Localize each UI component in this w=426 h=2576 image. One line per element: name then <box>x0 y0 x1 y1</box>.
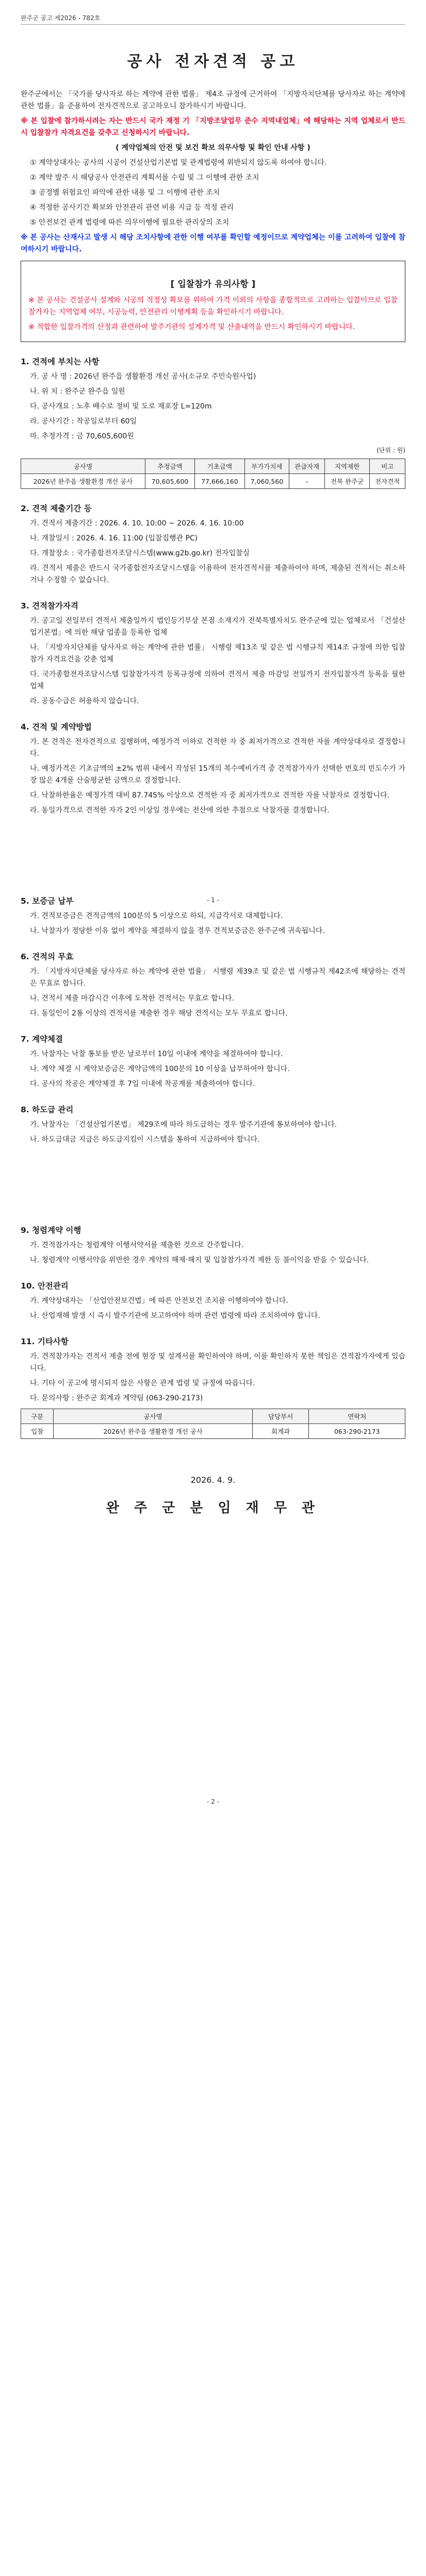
section-4 <box>21 721 405 817</box>
section-line: 가. 견적보증금은 견적금액의 100분의 5 이상으로 하되, 지급각서로 대체합니다. <box>30 912 283 920</box>
section-line: 나. 하도급대금 지급은 하도급지킴이 시스템을 통하여 지급하여야 합니다. <box>30 1136 260 1144</box>
table-header: 추정금액 <box>145 459 194 474</box>
section-line: 라. 견적서 제출은 반드시 국가종합전자조달시스템을 이용하여 전자견적서를 제출하여야 하며, 제출된 견적서는 취소하거나 수정할 수 없습니다. <box>30 564 405 584</box>
section-line: 가. 낙찰자는 낙찰 통보를 받은 날로부터 10일 이내에 계약을 체결하여야 합니다. <box>30 1050 283 1058</box>
section-1 <box>21 355 405 443</box>
table-row <box>21 474 405 489</box>
section-line: 다. 개찰장소 : 국가종합전자조달시스템(www.g2b.go.kr) 전자입찰실 <box>30 549 250 557</box>
table-header: 지역제한 <box>324 459 370 474</box>
notice-line: ※ 본 공사는 건설공사 설계와 시공의 적정성 확보를 위하여 가격 이외의 사항을 종합적으로 고려하는 입찰이므로 입찰 참가자는 지역업체 여부, 시공능력, 안전관리 이행계획 등을 확인하시기 바랍니다. <box>28 296 398 316</box>
notice-line: ※ 적합한 입찰가격의 산정과 관련하여 발주기관의 설계가격 및 산출내역을 반드시 확인하시기 바랍니다. <box>28 323 355 331</box>
table-cell: 2026년 완주읍 생활환경 개선 공사 <box>21 474 145 489</box>
section-line: 다. 공사의 착공은 계약체결 후 7일 이내에 착공계를 제출하여야 합니다. <box>30 1080 255 1088</box>
section-title: 11. 기타사항 <box>21 1337 69 1346</box>
section-line: 다. 국가종합전자조달시스템 입찰참가자격 등록규정에 의하여 견적서 제출 마감일 전일까지 전자입찰자격 등록을 필한 업체 <box>30 670 405 690</box>
section-line: 라. 공사기간 : 착공일로부터 60일 <box>30 417 137 426</box>
section-2 <box>21 502 405 586</box>
section-line: 라. 동일가격으로 견적한 자가 2인 이상일 경우에는 전산에 의한 추첨으로 낙찰자를 결정합니다. <box>30 806 330 815</box>
section-line: 나. 청렴계약 이행서약을 위반한 경우 계약의 해제·해지 및 입찰참가자격 제한 등 불이익을 받을 수 있습니다. <box>30 1256 369 1264</box>
section-6 <box>21 951 405 1020</box>
table-cell: 전자견적 <box>370 474 405 489</box>
table-cell: 7,060,560 <box>244 474 289 489</box>
notice-date: 2026. 4. 9. <box>190 1475 236 1485</box>
page-number: - 1 - <box>207 896 219 904</box>
section-line: 나. 기타 이 공고에 명시되지 않은 사항은 관계 법령 및 규정에 따릅니다. <box>30 1379 255 1387</box>
intro-item: ② 계약 발주 시 해당공사 안전관리 계획서를 수립 및 그 이행에 관한 조치 <box>30 174 259 182</box>
section-title: 2. 견적 제출기간 등 <box>21 504 92 513</box>
section-line: 나. 계약 체결 시 계약보증금은 계약금액의 100분의 10 이상을 납부하여야 합니다. <box>30 1065 290 1073</box>
section-line: 다. 낙찰하한율은 예정가격 대비 87.745% 이상으로 견적한 자 중 최저가격으로 견적한 자를 낙찰자로 결정합니다. <box>30 791 390 800</box>
section-line: 다. 공사개요 : 노후 배수로 정비 및 도로 재포장 L=120m <box>30 402 212 411</box>
table-cell: 회계과 <box>252 1424 309 1439</box>
intro-subtitle: ( 계약업체의 안전 및 보건 확보 의무사항 및 확인 안내 사항 ) <box>116 144 310 152</box>
section-title: 4. 견적 및 계약방법 <box>21 722 92 732</box>
section-title: 9. 청렴계약 이행 <box>21 1226 81 1235</box>
section-line: 가. 낙찰자는 「건설산업기본법」 제29조에 따라 하도급하는 경우 발주기관에 통보하여야 합니다. <box>30 1121 337 1129</box>
section-title: 10. 안전관리 <box>21 1281 69 1291</box>
section-title: 1. 견적에 부치는 사항 <box>21 357 100 366</box>
section-line: 나. 견적서 제출 마감시간 이후에 도착한 견적서는 무효로 합니다. <box>30 994 235 1003</box>
intro-item: ④ 적정한 공사기간 확보와 안전관리 관련 비용 지급 등 적정 관리 <box>30 204 234 212</box>
table-cell: 전북 완주군 <box>324 474 370 489</box>
table-cell: 입찰 <box>21 1424 54 1439</box>
section-title: 7. 계약체결 <box>21 1035 63 1044</box>
intro-item: ③ 공정별 위험요인 파악에 관한 내용 및 그 이행에 관한 조치 <box>30 189 220 197</box>
intro-item: ① 계약상대자는 공사의 시공이 건설산업기본법 및 관계법령에 위반되지 않도록 하여야 합니다. <box>30 159 327 167</box>
section-line: 가. 본 견적은 전자견적으로 집행하며, 예정가격 이하로 견적한 자 중 최저가격으로 견적한 자를 계약상대자로 결정합니다. <box>30 738 405 758</box>
section-line: 라. 공동수급은 허용하지 않습니다. <box>30 697 139 705</box>
notice-title: [ 입찰참가 유의사항 ] <box>170 279 256 290</box>
section-line: 가. 「지방자치단체를 당사자로 하는 계약에 관한 법률」 시행령 제39조 및 같은 법 시행규칙 제42조에 해당하는 견적은 무효로 합니다. <box>30 968 405 988</box>
notice-box <box>21 261 405 342</box>
table-header: 담당부서 <box>252 1409 309 1424</box>
table-cell: 77,666,160 <box>195 474 244 489</box>
intro-warning: ※ 본 입찰에 참가하시려는 자는 반드시 국가 재정 기 「지방조달업무 준수 지역내업체」에 해당하는 지역 업체로서 반드시 입찰참가 자격요건을 갖추고 신청하시기 바랍니다. <box>21 117 405 137</box>
intro-text: 완주군에서는 「국가를 당사자로 하는 계약에 관한 법률」 제4조 규정에 근거하여 「지방자치단체를 당사자로 하는 계약에 관한 법률」을 준용하여 전자견적으로 공고하오니 참가하시기 바랍니다. <box>21 90 405 110</box>
table-header: 관급자재 <box>289 459 324 474</box>
page-gap <box>21 820 405 882</box>
section-8 <box>21 1104 405 1146</box>
issuer-name: 완 주 군 분 임 재 무 관 <box>106 1500 320 1516</box>
table-cell: - <box>289 474 324 489</box>
section-title: 8. 하도급 관리 <box>21 1105 74 1114</box>
supplement-note: ※ 본 공사는 산재사고 발생 시 해당 조치사항에 관한 이행 여부를 확인할 예정이므로 계약업체는 이를 고려하여 입찰에 참여하시기 바랍니다. <box>21 233 405 253</box>
page-gap <box>21 1149 405 1211</box>
section-line: 가. 견적참가자는 견적서 제출 전에 현장 및 설계서를 확인하여야 하며, 이를 확인하지 못한 책임은 견적참가자에게 있습니다. <box>30 1352 405 1372</box>
section-line: 나. 「지방자치단체를 당사자로 하는 계약에 관한 법률」 시행령 제13조 및 같은 법 시행규칙 제14조 규정에 의한 입찰참가 자격요건을 갖춘 업체 <box>30 643 405 664</box>
section-title: 3. 견적참가자격 <box>21 601 78 611</box>
section-line: 다. 문의사항 : 완주군 회계과 계약팀 (063-290-2173) <box>30 1394 203 1402</box>
section-line: 나. 산업재해 발생 시 즉시 발주기관에 보고하여야 하며 관련 법령에 따라 조치하여야 합니다. <box>30 1312 320 1320</box>
table-header: 공사명 <box>21 459 145 474</box>
table-cell: 2026년 완주읍 생활환경 개선 공사 <box>54 1424 252 1439</box>
section-9 <box>21 1224 405 1266</box>
section-title: 6. 견적의 무효 <box>21 952 74 961</box>
section-title: 5. 보증금 납부 <box>21 896 74 906</box>
table-header: 공사명 <box>54 1409 252 1424</box>
section-10 <box>21 1280 405 1322</box>
section-line: 가. 견적참가자는 청렴계약 이행서약서를 제출한 것으로 간주합니다. <box>30 1241 244 1249</box>
intro-item: ⑤ 안전보건 관계 법령에 따른 의무이행에 필요한 관리상의 조치 <box>30 218 230 227</box>
table-header: 비고 <box>370 459 405 474</box>
table-header: 연락처 <box>309 1409 405 1424</box>
table-cell: 063-290-2173 <box>309 1424 405 1439</box>
section-line: 마. 추정가격 : 금 70,605,600원 <box>30 432 134 440</box>
doc-header: 완주군 공고 제2026 - 782호 <box>21 13 405 25</box>
section-7 <box>21 1033 405 1090</box>
table-unit: (단위 : 원) <box>376 447 405 454</box>
section-line: 가. 공고일 전일부터 견적서 제출일까지 법인등기부상 본점 소재지가 전북특별자치도 완주군에 있는 업체로서 「건설산업기본법」에 의한 해당 업종을 등록한 업체 <box>30 617 405 637</box>
section-line: 나. 위 치 : 완주군 완주읍 일원 <box>30 387 125 396</box>
intro <box>21 89 405 229</box>
section-3 <box>21 600 405 707</box>
table-header-row <box>21 1409 405 1424</box>
section-line: 가. 공 사 명 : 2026년 완주읍 생활환경 개선 공사(소규모 주민숙원사업) <box>30 372 256 381</box>
doc-title: 공사 전자견적 공고 <box>127 53 299 71</box>
section-11 <box>21 1335 405 1404</box>
contact-table <box>21 1409 405 1439</box>
table-header-row <box>21 459 405 474</box>
table-cell: 70,605,600 <box>145 474 194 489</box>
estimate-table <box>21 459 405 489</box>
section-line: 가. 계약상대자는 「산업안전보건법」에 따른 안전보건 조치를 이행하여야 합니다. <box>30 1297 288 1305</box>
table-header: 부가가치세 <box>244 459 289 474</box>
table-header: 구분 <box>21 1409 54 1424</box>
section-line: 나. 개찰일시 : 2026. 4. 16. 11:00 (입찰집행관 PC) <box>30 534 198 543</box>
table-row <box>21 1424 405 1439</box>
section-line: 나. 낙찰자가 정당한 이유 없이 계약을 체결하지 않을 경우 견적보증금은 완주군에 귀속됩니다. <box>30 927 325 935</box>
section-line: 가. 견적서 제출기간 : 2026. 4. 10. 10:00 ~ 2026. 4. 16. 10:00 <box>30 519 244 528</box>
section-line: 나. 예정가격은 기초금액의 ±2% 범위 내에서 작성된 15개의 복수예비가격 중 견적참가자가 선택한 번호의 빈도수가 가장 많은 4개를 산술평균한 금액으로 결정합니다. <box>30 765 405 785</box>
table-header: 기초금액 <box>195 459 244 474</box>
page-number: - 2 - <box>207 1798 219 1805</box>
section-line: 다. 동일인이 2통 이상의 견적서를 제출한 경우 해당 견적서는 모두 무효로 합니다. <box>30 1009 288 1018</box>
